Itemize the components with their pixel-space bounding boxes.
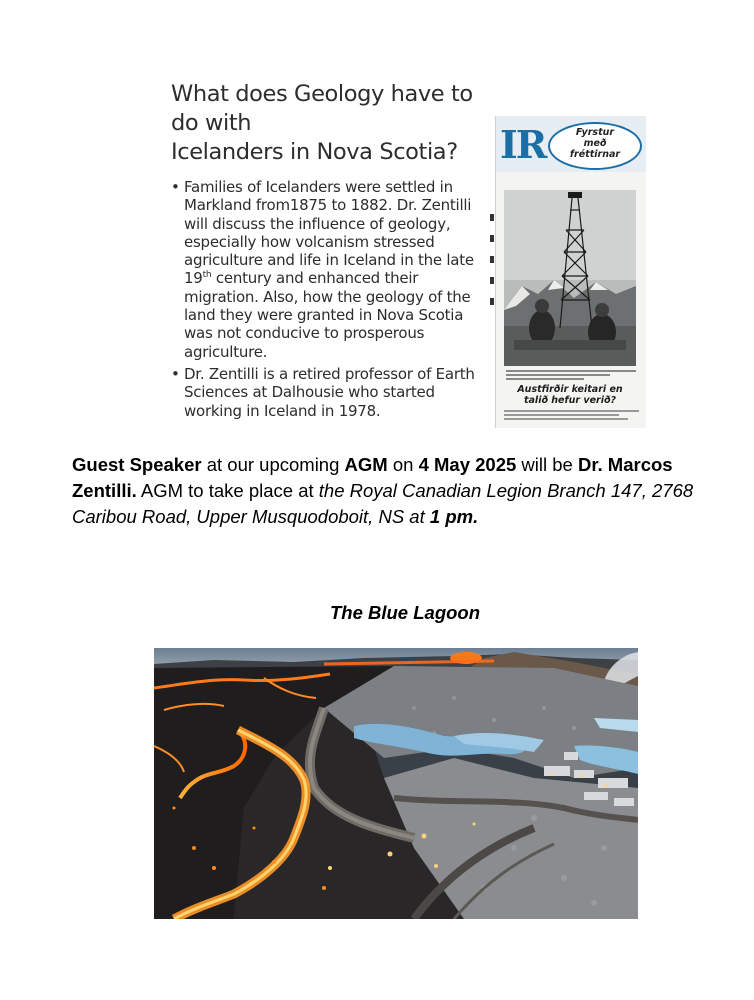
flyer-title-line1: What does Geology have to do with (171, 81, 473, 136)
flyer-image (162, 70, 648, 430)
announce-bold: Guest Speaker (72, 454, 202, 475)
agm-announcement (72, 452, 732, 530)
bullet-superscript: th (202, 270, 212, 281)
newspaper-subheadline (510, 384, 630, 406)
photo-caption-lines (506, 370, 636, 384)
newspaper-clipping (495, 116, 646, 428)
bullet-text-cont: century and enhanced their migration. Also, how the geology of the land they were granted in Nova Scotia was not conducive to prosperous agriculture. (184, 269, 471, 361)
announce-bold: AGM (344, 454, 388, 475)
bullet-text: Dr. Zentilli is a retired professor of Earth Sciences at Dalhousie who started working in Iceland in 1978. (184, 364, 475, 420)
bullet-text: Families of Icelanders were settled in Markland from1875 to 1882. Dr. Zentilli will discuss the influence of geology, especially how volcanism stressed agriculture and life in Iceland in the late 19 (184, 178, 474, 288)
masthead-badge (548, 122, 642, 170)
clipping-edge-marks (490, 200, 496, 360)
badge-line: Fyrstur (575, 127, 615, 138)
announce-text: will be (516, 454, 578, 475)
bullet-icon: • (171, 178, 180, 196)
announce-text: AGM to take place at (136, 480, 319, 501)
article-text-lines (504, 410, 639, 422)
announce-time: 1 pm. (429, 506, 479, 527)
flyer-title (171, 80, 491, 167)
announce-text: at our upcoming (201, 454, 345, 475)
newspaper-masthead (496, 116, 646, 172)
bullet-icon: • (171, 364, 180, 383)
flyer-bullet-list (171, 178, 491, 420)
badge-line: fréttirnar (569, 149, 621, 160)
flyer-bullet-item (171, 365, 491, 420)
masthead-letters: IR (500, 122, 546, 167)
announce-date: 4 May 2025 (418, 454, 517, 475)
flyer-bullet-item (171, 178, 491, 361)
blue-lagoon-photo (154, 648, 638, 919)
announce-venue: the Royal Canadian Legion Branch 147, 2768 Caribou Road, Upper Musquodoboit, NS (72, 480, 694, 527)
oil-rig-photo (504, 190, 636, 366)
photo-caption: The Blue Lagoon (329, 602, 481, 623)
badge-line: með (583, 138, 607, 149)
announce-speaker: Dr. Marcos Zentilli. (72, 454, 673, 501)
announce-text: on (387, 454, 419, 475)
flyer-title-line2: Icelanders in Nova Scotia? (171, 139, 458, 165)
subhead-line: Austfirðir keitari en (517, 384, 623, 395)
flyer-text-block (171, 80, 491, 424)
announce-text: at (404, 506, 430, 527)
subhead-line: talið hefur verið? (523, 395, 616, 406)
